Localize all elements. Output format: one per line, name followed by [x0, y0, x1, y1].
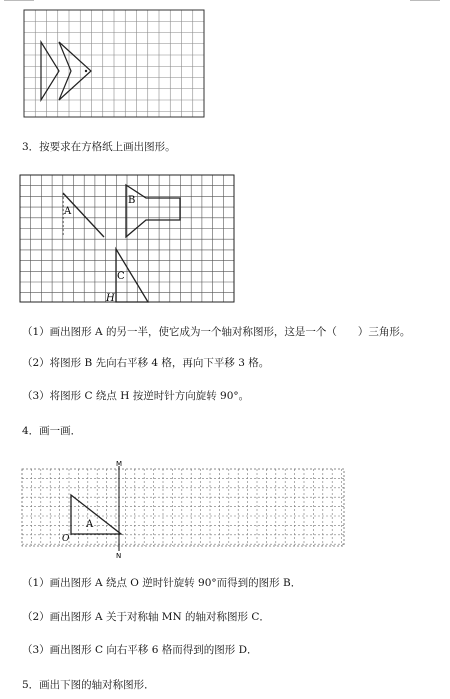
q5-heading: 5．画出下图的轴对称图形．: [22, 679, 155, 691]
label-a4: A: [86, 519, 94, 530]
q3-grid-figure: [0, 165, 450, 305]
arrow-point: [85, 70, 87, 72]
label-o: O: [62, 534, 70, 544]
label-a: A: [64, 206, 72, 217]
label-m: M: [116, 460, 123, 468]
q4-heading: 4．画一画．: [22, 425, 82, 437]
q4-item-1: （1）画出图形 A 绕点 O 逆时针旋转 90°而得到的图形 B．: [22, 577, 302, 589]
q4-item-3: （3）画出图形 C 向右平移 6 格而得到的图形 D．: [22, 644, 258, 656]
top-grid-figure: [0, 0, 450, 130]
q4-item-2: （2）画出图形 A 关于对称轴 MN 的轴对称图形 C．: [22, 611, 270, 623]
q4-grid-border: [22, 469, 344, 546]
q4-grid-figure: [0, 458, 450, 558]
label-b: B: [128, 195, 136, 206]
q3-item-1: （1）画出图形 A 的另一半，使它成为一个轴对称图形，这是一个（ ）三角形。: [22, 326, 411, 338]
label-h: H: [106, 293, 115, 304]
q3-item-3: （3）将图形 C 绕点 H 按逆时针方向旋转 90°。: [22, 390, 250, 402]
label-c: C: [117, 271, 125, 282]
q3-item-2: （2）将图形 B 先向右平移 4 格，再向下平移 3 格。: [22, 357, 270, 369]
figure-b: [126, 185, 180, 237]
arrow-shape: [41, 42, 91, 100]
label-n: N: [116, 552, 122, 560]
q3-heading: 3．按要求在方格纸上画出图形。: [22, 141, 176, 153]
